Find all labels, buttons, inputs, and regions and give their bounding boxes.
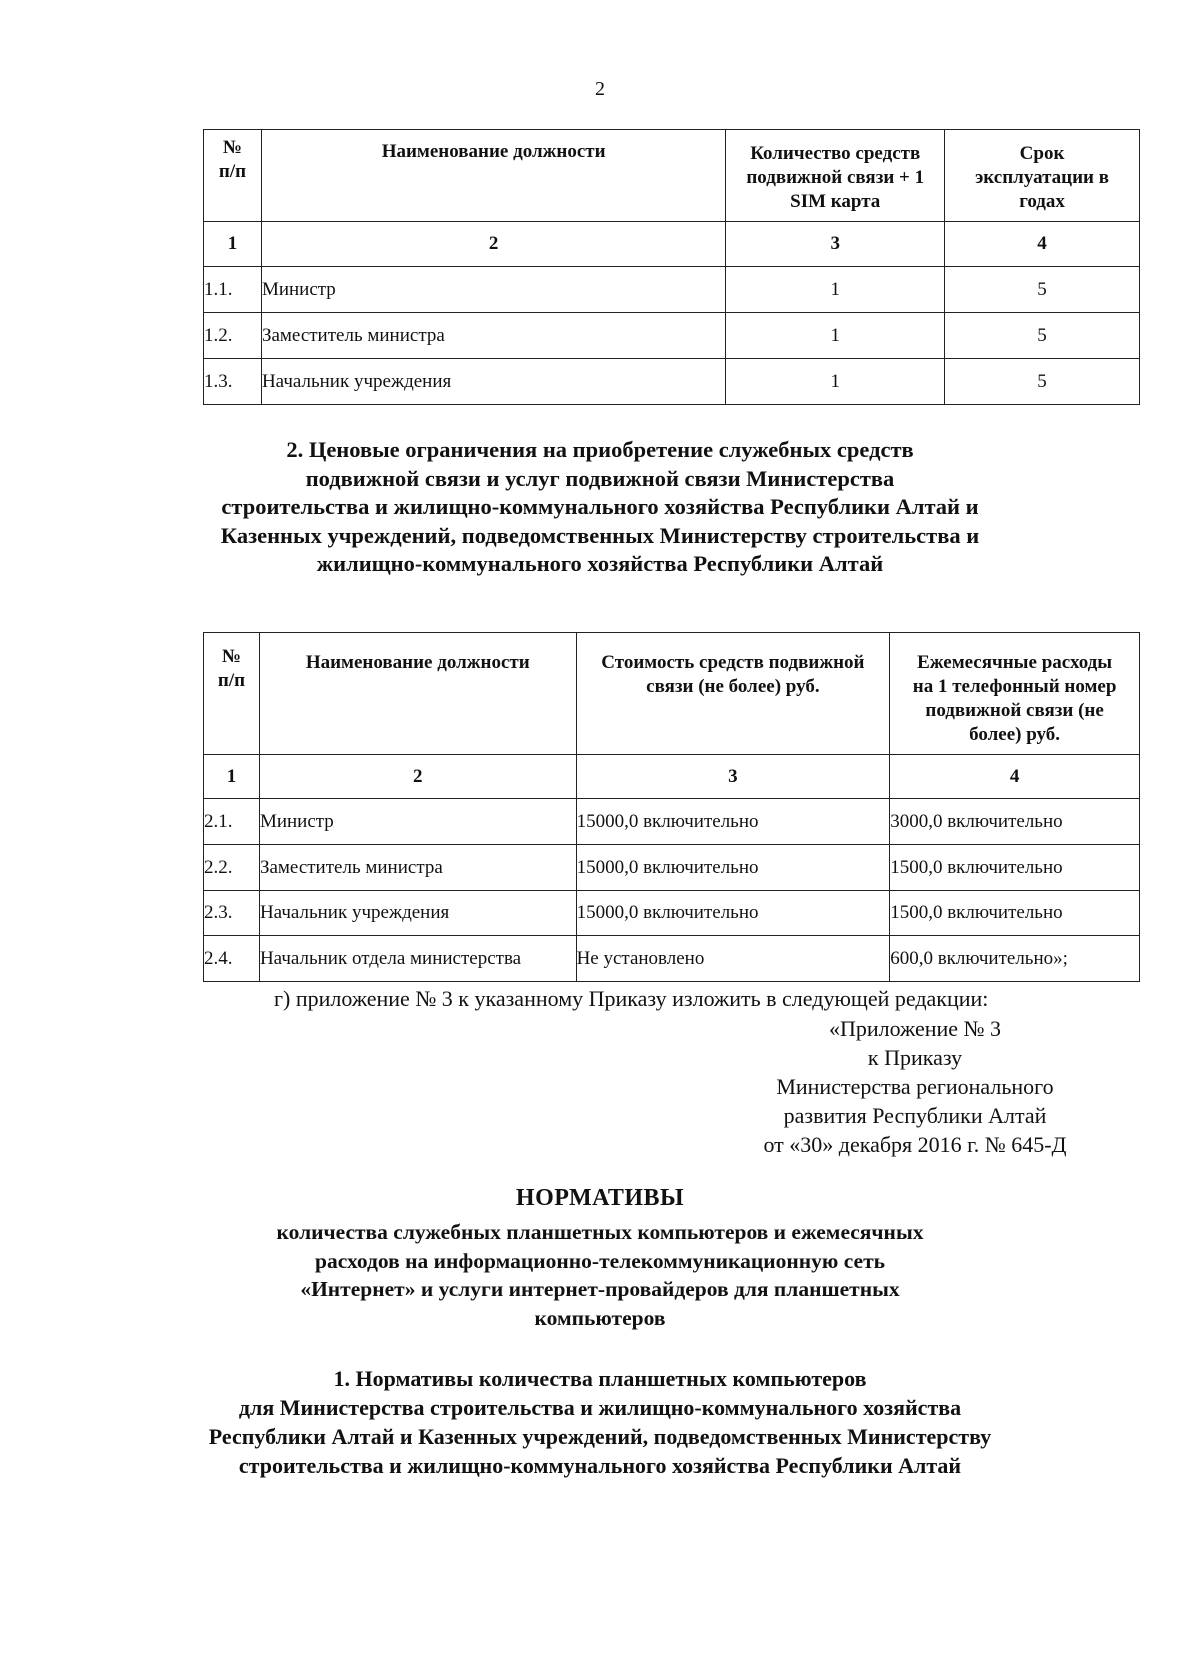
header-monthly-line: более) руб. xyxy=(969,724,1061,745)
row-monthly: 3000,0 включительно xyxy=(890,799,1140,845)
annex-line: «Приложение № 3 xyxy=(828,1016,1002,1041)
header-term xyxy=(945,130,1140,222)
mobile-devices-quantity-table xyxy=(203,129,1140,405)
column-number-row xyxy=(204,222,1140,267)
row-term: 5 xyxy=(945,359,1140,405)
header-position xyxy=(261,130,725,222)
table-row xyxy=(204,845,1140,891)
normativy-heading: НОРМАТИВЫ xyxy=(515,1185,685,1211)
header-quantity-line: Количество средств xyxy=(750,143,921,164)
header-position xyxy=(259,633,576,755)
section2-title-line: Казенных учреждений, подведомственных Министерству строительства и xyxy=(220,522,980,548)
mobile-price-limits-table xyxy=(203,632,1140,982)
header-num xyxy=(204,130,262,222)
header-quantity-line: SIM карта xyxy=(790,191,881,212)
row-num: 2.1. xyxy=(204,799,260,845)
column-number: 1 xyxy=(204,222,262,267)
row-monthly: 1500,0 включительно xyxy=(890,845,1140,891)
section1-title-line: 1. Нормативы количества планшетных компьютеров xyxy=(333,1366,867,1391)
section2-title-line: жилищно-коммунального хозяйства Республики Алтай xyxy=(316,551,884,576)
header-num-line: № xyxy=(222,137,243,158)
table-header-row xyxy=(204,633,1140,755)
header-num-line: п/п xyxy=(218,161,247,182)
row-term: 5 xyxy=(945,267,1140,313)
row-monthly: 1500,0 включительно xyxy=(890,891,1140,936)
header-cost-line: Стоимость средств подвижной xyxy=(601,652,865,673)
row-position: Заместитель министра xyxy=(259,845,576,891)
normativy-subtitle xyxy=(0,1218,1200,1332)
row-position: Министр xyxy=(259,799,576,845)
header-monthly-line: подвижной связи (не xyxy=(925,700,1104,721)
annex-reference-block xyxy=(730,1014,1100,1159)
row-term: 5 xyxy=(945,313,1140,359)
table-row xyxy=(204,359,1140,405)
row-num: 2.2. xyxy=(204,845,260,891)
table-row xyxy=(204,891,1140,936)
row-position: Начальник учреждения xyxy=(261,359,725,405)
column-number: 1 xyxy=(204,755,260,799)
column-number: 3 xyxy=(576,755,890,799)
row-cost: 15000,0 включительно xyxy=(576,799,890,845)
header-position-label: Наименование должности xyxy=(381,141,606,162)
row-num: 1.3. xyxy=(204,359,262,405)
header-num-line: п/п xyxy=(217,670,246,691)
column-number: 3 xyxy=(726,222,945,267)
column-number: 2 xyxy=(261,222,725,267)
annex-line: от «30» декабря 2016 г. № 645-Д xyxy=(763,1132,1067,1157)
section1-title-line: строительства и жилищно-коммунального хозяйства Республики Алтай xyxy=(238,1453,962,1478)
row-num: 1.1. xyxy=(204,267,262,313)
section1-title-line: для Министерства строительства и жилищно-коммунального хозяйства xyxy=(238,1395,962,1420)
normativy-subtitle-line: «Интернет» и услуги интернет-провайдеров для планшетных xyxy=(300,1277,900,1301)
table-row xyxy=(204,267,1140,313)
row-cost: 15000,0 включительно xyxy=(576,891,890,936)
annex-line: развития Республики Алтай xyxy=(783,1103,1047,1128)
row-quantity: 1 xyxy=(726,313,945,359)
normativy-subtitle-line: количества служебных планшетных компьютеров и ежемесячных xyxy=(276,1220,924,1244)
header-quantity xyxy=(726,130,945,222)
header-monthly-line: Ежемесячные расходы xyxy=(917,652,1113,673)
row-position: Начальник учреждения xyxy=(259,891,576,936)
table-row xyxy=(204,799,1140,845)
page-number: 2 xyxy=(595,78,605,100)
column-number-row xyxy=(204,755,1140,799)
header-cost xyxy=(576,633,890,755)
column-number: 4 xyxy=(945,222,1140,267)
row-num: 2.3. xyxy=(204,891,260,936)
header-term-line: годах xyxy=(1019,191,1065,212)
row-position: Начальник отдела министерства xyxy=(259,936,576,982)
header-quantity-line: подвижной связи + 1 xyxy=(746,167,925,188)
annex-line: к Приказу xyxy=(867,1045,963,1070)
section2-title-line: подвижной связи и услуг подвижной связи Министерства xyxy=(305,465,895,491)
row-quantity: 1 xyxy=(726,359,945,405)
section1-title-line: Республики Алтай и Казенных учреждений, подведомственных Министерству xyxy=(208,1424,992,1449)
row-position: Министр xyxy=(261,267,725,313)
header-term-line: Срок xyxy=(1019,143,1065,164)
row-quantity: 1 xyxy=(726,267,945,313)
normativy-subtitle-line: расходов на информационно-телекоммуникационную сеть xyxy=(314,1248,886,1273)
section2-title-line: 2. Ценовые ограничения на приобретение служебных средств xyxy=(286,437,914,462)
header-num-line: № xyxy=(221,646,242,667)
header-monthly xyxy=(890,633,1140,755)
table-row xyxy=(204,313,1140,359)
table-header-row xyxy=(204,130,1140,222)
row-cost: Не установлено xyxy=(576,936,890,982)
column-number: 2 xyxy=(259,755,576,799)
header-term-line: эксплуатации в xyxy=(975,167,1109,188)
normativy-subtitle-line: компьютеров xyxy=(534,1305,666,1330)
header-cost-line: связи (не более) руб. xyxy=(646,676,820,697)
row-monthly: 600,0 включительно»; xyxy=(890,936,1140,982)
row-position: Заместитель министра xyxy=(261,313,725,359)
section2-title-line: строительства и жилищно-коммунального хозяйства Республики Алтай и xyxy=(221,494,979,519)
header-monthly-line: на 1 телефонный номер xyxy=(912,676,1117,697)
header-position-label: Наименование должности xyxy=(305,652,530,673)
row-cost: 15000,0 включительно xyxy=(576,845,890,891)
row-num: 1.2. xyxy=(204,313,262,359)
section2-title xyxy=(0,436,1200,579)
amendment-text: г) приложение № 3 к указанному Приказу изложить в следующей редакции: xyxy=(274,986,989,1011)
section1-title xyxy=(0,1364,1200,1480)
column-number: 4 xyxy=(890,755,1140,799)
header-num xyxy=(204,633,260,755)
table-row xyxy=(204,936,1140,982)
annex-line: Министерства регионального xyxy=(776,1074,1054,1099)
row-num: 2.4. xyxy=(204,936,260,982)
